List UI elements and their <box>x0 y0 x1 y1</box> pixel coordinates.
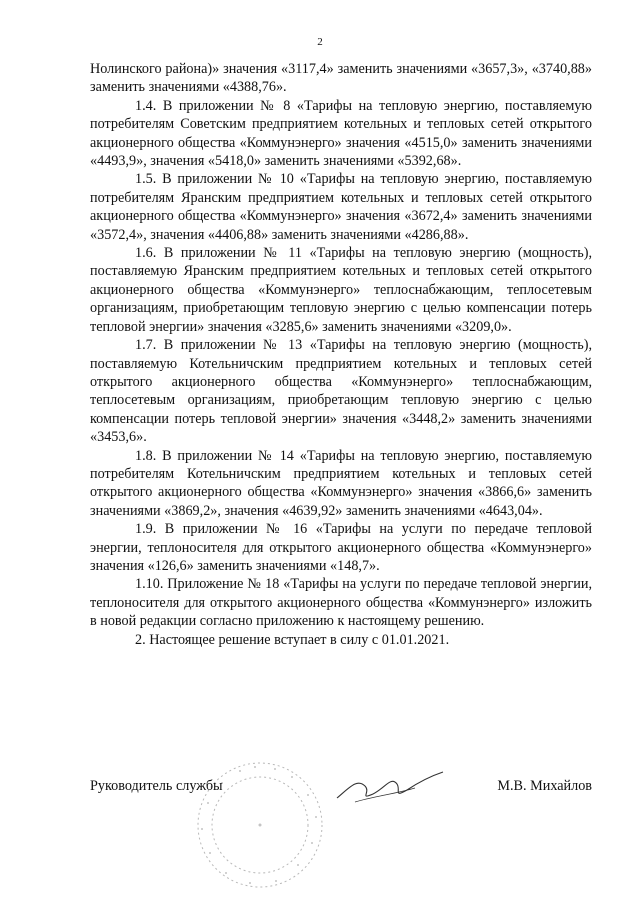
paragraph-1-6: 1.6. В приложении № 11 «Тарифы на тепловую энергию (мощность), поставляемую Яранским предприятием котельных и тепловых сетей открытого акционерного общества «Коммунэнерго» теплоснабжающим, теплосетевым организациям, приобретающим тепловую энергию с целью компенсации потерь тепловой энергии» значения «3285,6» заменить значениями «3209,0». <box>90 245 592 335</box>
paragraph-2: 2. Настоящее решение вступает в силу с 01.01.2021. <box>135 631 450 648</box>
paragraph-1-9: 1.9. В приложении № 16 «Тарифы на услуги по передаче тепловой энергии, теплоносителя для открытого акционерного общества «Коммунэнерго» значения «126,6» заменить значениями «148,7». <box>90 521 592 574</box>
page-number: 2 <box>317 36 323 48</box>
signatory-title: Руководитель службы <box>90 778 223 794</box>
paragraph-1-5: 1.5. В приложении № 10 «Тарифы на тепловую энергию, поставляемую потребителям Яранским предприятием котельных и тепловых сетей открытого акционерного общества «Коммунэнерго» значения «3672,4» заменить значениями «3572,4», значения «4406,88» заменить значениями «4286,88». <box>90 171 592 243</box>
paragraph-1-4: 1.4. В приложении № 8 «Тарифы на тепловую энергию, поставляемую потребителям Советским предприятием котельных и тепловых сетей открытого акционерного общества «Коммунэнерго» значения «4515,0» заменить значениями «4493,9», значения «5418,0» заменить значениями «5392,68». <box>90 97 592 170</box>
paragraph-1-7: 1.7. В приложении № 13 «Тарифы на тепловую энергию (мощность), поставляемую Котельничским предприятием котельных и тепловых сетей открытого акционерного общества «Коммунэнерго» теплоснабжающим, теплосетевым организациям, приобретающим тепловую энергию с целью компенсации потерь тепловой энергии» значения «3448,2» заменить значениями «3453,6». <box>90 337 592 446</box>
paragraph-continuation: Нолинского района)» значения «3117,4» заменить значениями «3657,3», «3740,88» заменить значениями «4388,76». <box>90 61 592 96</box>
paragraph-1-8: 1.8. В приложении № 14 «Тарифы на тепловую энергию, поставляемую потребителям Котельничским предприятием котельных и тепловых сетей открытого акционерного общества «Коммунэнерго» значения «3866,6» заменить значениями «3869,2», значения «4639,92» заменить значениями «4643,04». <box>90 447 592 519</box>
official-stamp-seal <box>180 755 340 895</box>
document-body <box>90 60 592 649</box>
paragraph-1-10: 1.10. Приложение № 18 «Тарифы на услуги по передаче тепловой энергии, теплоносителя для открытого акционерного общества «Коммунэнерго» изложить в новой редакции согласно приложению к настоящему решению. <box>90 576 592 630</box>
signature-block <box>90 778 592 800</box>
signatory-name: М.В. Михайлов <box>497 778 592 794</box>
